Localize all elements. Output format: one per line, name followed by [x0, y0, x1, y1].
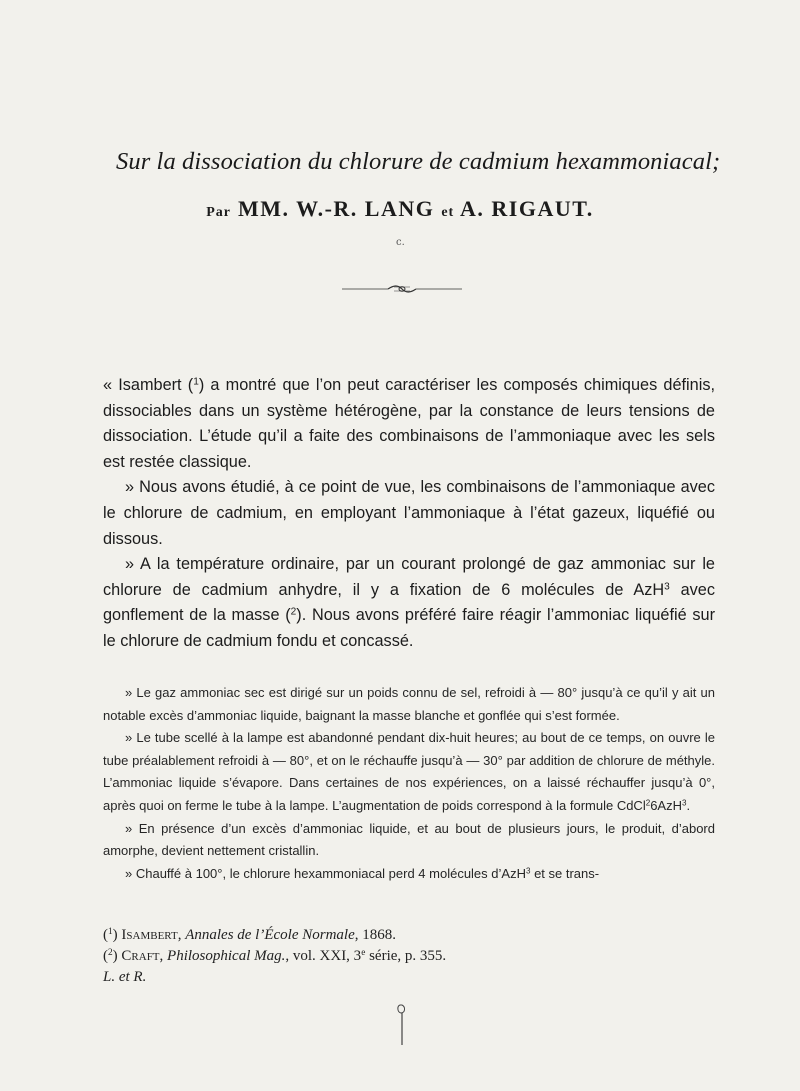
author-names-1: MM. W.-R. LANG	[237, 196, 435, 221]
note-2: » Le tube scellé à la lampe est abandonné pendant dix-huit heures; au bout de ce temps, on ouvre le tube préalablement refroidi à — 80°, et on le réchauffe jusqu’à — 30° par addition de chlorure de méthyle. L’ammoniac liquide s’évapore. Dans certaines de nos expériences, on a laissé réchauffer jusqu’à 0°, après quoi on ferme le tube à la lampe. L’augmentation de poids correspond à la formule CdCl$^2$6AzH$^3$.	[103, 730, 715, 813]
footnote-2: ($^2$) Craft, Philosophical Mag., vol. XXI, 3e série, p. 355.	[103, 947, 447, 964]
small-mark: c.	[396, 237, 405, 248]
footnote-ref-2: 2	[290, 606, 297, 618]
page-mark	[396, 1003, 408, 1047]
author-names-2: A. RIGAUT.	[460, 196, 594, 221]
paragraph-1: « Isambert ($^1$) a montré que l’on peut caractériser les composés chimiques définis, dissociables dans un système hétérogène, par la constance de leurs tensions de dissociation. L’étude qu’il a faite des combinaisons de l’ammoniaque avec les sels est restée classique.	[103, 376, 715, 471]
footnote-ref-1: 1	[193, 376, 199, 388]
author-line	[0, 196, 800, 222]
signature: L. et R.	[103, 969, 147, 985]
paragraph-3: » A la température ordinaire, par un courant prolongé de gaz ammoniac sur le chlorure de cadmium anhydre, il y a fixation de 6 molécules de AzH$^3$ avec gonflement de la masse ($^2$). Nous avons préféré faire réagir l’ammoniac liquéfié sur le chlorure de cadmium fondu et concassé.	[103, 555, 715, 650]
note-3: » En présence d’un excès d’ammoniac liquide, et au bout de plusieurs jours, le produit, d’abord amorphe, devient nettement cristallin.	[103, 820, 715, 859]
footnotes	[103, 925, 715, 988]
author-par: Par	[206, 205, 231, 220]
footnote-1: ($^1$) Isambert, Annales de l’École Normale, 1868.	[103, 926, 396, 943]
author-et: et	[441, 205, 455, 220]
ornament-divider	[342, 283, 462, 295]
article-title: Sur la dissociation du chlorure de cadmium hexammoniacal;	[116, 148, 721, 175]
small-print-notes	[103, 682, 715, 885]
note-4: » Chauffé à 100°, le chlorure hexammoniacal perd 4 molécules d’AzH$^3$ et se trans-	[125, 865, 600, 881]
paragraph-2: » Nous avons étudié, à ce point de vue, les combinaisons de l’ammoniaque avec le chlorure de cadmium, en employant l’ammoniaque à l’état gazeux, liquéfié ou dissous.	[103, 478, 715, 548]
main-text	[103, 373, 715, 655]
note-1: » Le gaz ammoniac sec est dirigé sur un poids connu de sel, refroidi à — 80° jusqu’à ce qu’il y ait un notable excès d’ammoniac liquide, baignant la masse blanche et gonflée qui s’est formée.	[103, 685, 715, 723]
